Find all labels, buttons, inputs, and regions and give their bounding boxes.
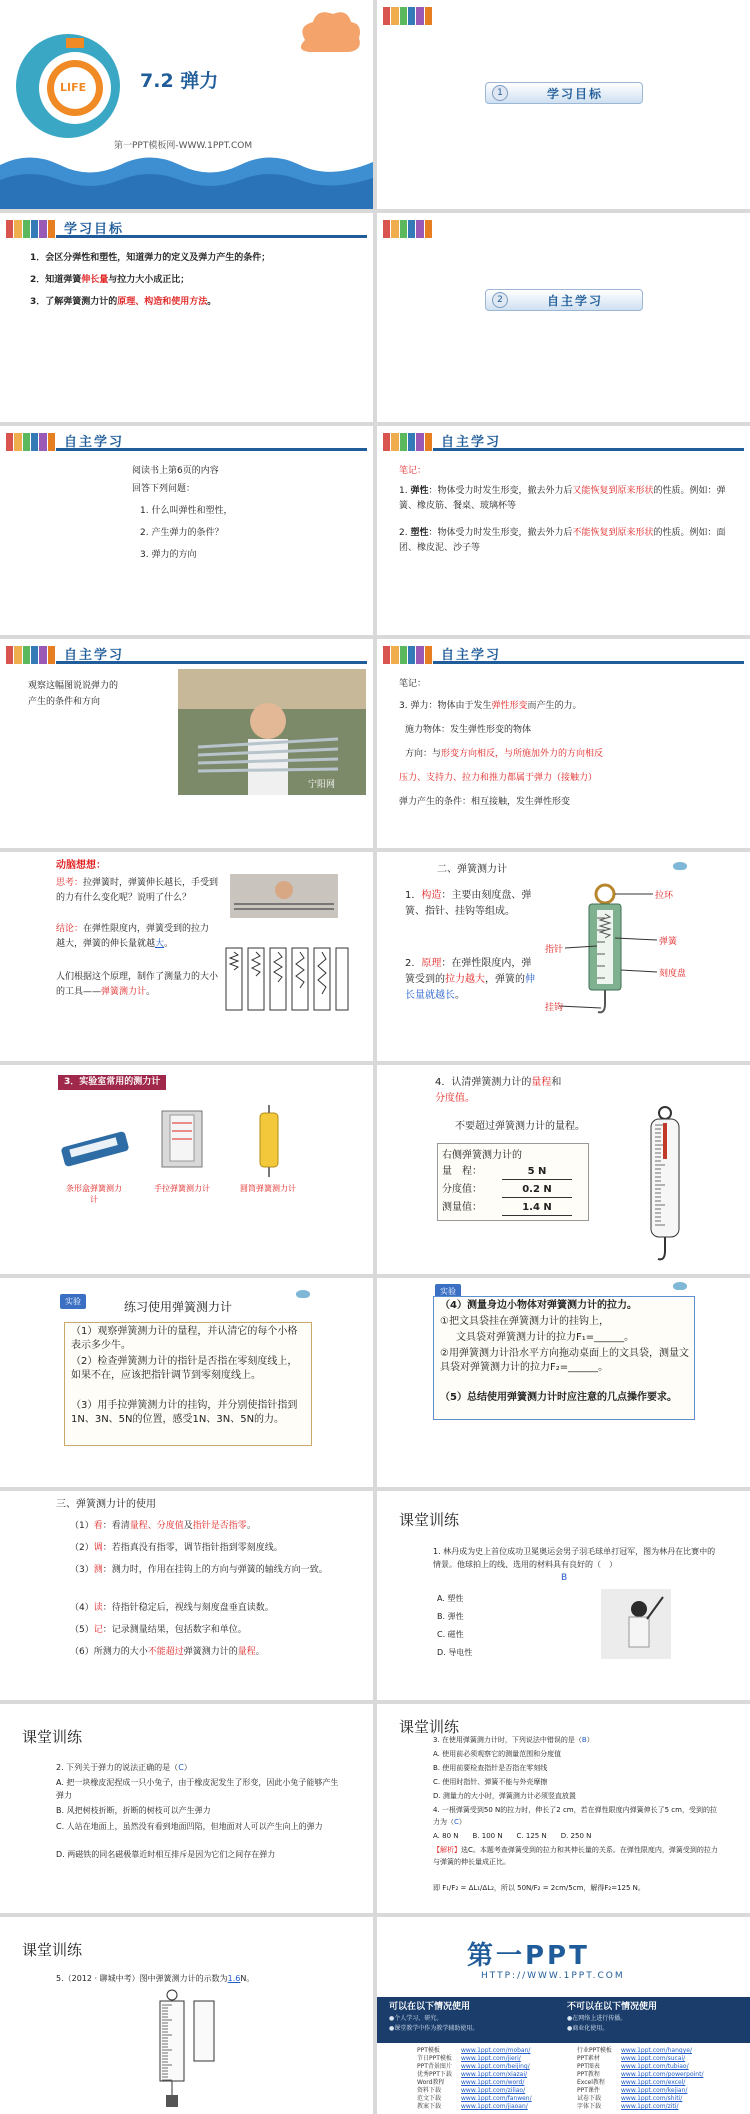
slide-12-range[interactable] (377, 1065, 750, 1274)
range-warning: 不要超过弹簧测力计的量程。 (455, 1121, 585, 1132)
reading-row-label: 测量值： (442, 1202, 482, 1213)
q2-option-a: A. 把一块橡皮泥捏成一只小兔子，由于橡皮泥发生了形变，因此小兔子能够产生弹力 (56, 1778, 339, 1800)
label-spring: 弹簧 (659, 937, 678, 947)
can-use-1: ●个人学习、研究。 (389, 2015, 443, 2022)
link-label: PPT图表 (577, 2063, 600, 2070)
slide-11-types[interactable] (0, 1065, 373, 1274)
think-title: 动脑想想： (56, 860, 106, 871)
experiment-step-1: （1）观察弹簧测力计的量程，并认清它的每个小格表示多少牛。 (71, 1326, 298, 1351)
hand-scale-image (154, 1105, 210, 1177)
q3-answer: B (581, 1736, 587, 1744)
goal-2-c: 与拉力大小成正比； (108, 275, 190, 285)
observe-line-2: 产生的条件和方向 (28, 697, 101, 707)
q2-option-d: D. 两磁铁的同名磁极靠近时相互排斥是因为它们之间存在弹力 (56, 1850, 276, 1859)
goal-2-a: 2．知道弹簧 (30, 275, 82, 285)
link-url[interactable]: www.1ppt.com/tubiao/ (621, 2063, 689, 2070)
link-label: 行业PPT模板 (577, 2047, 612, 2054)
link-label: 优秀PPT下载 (417, 2071, 452, 2078)
q5-answer: 1.6 (227, 1974, 241, 1983)
measure-step-4-1b: 文具袋对弹簧测力计的拉力F₁=______。 (456, 1332, 635, 1343)
principle-b: 拉力越大 (445, 974, 485, 985)
practice-question-2 (56, 1760, 192, 1775)
goal-2-b: 伸长量 (81, 275, 109, 285)
usage-2-b: 调 (93, 1543, 103, 1553)
goal-1: 1．会区分弹性和塑性，知道弹力的定义及弹力产生的条件； (30, 253, 271, 263)
usage-6-c: 弹簧测力计的 (183, 1647, 238, 1657)
link-url[interactable]: www.1ppt.com/beijing/ (461, 2063, 530, 2070)
link-row[interactable] (577, 2071, 747, 2079)
note-label: 笔记： (399, 466, 427, 476)
q4-solution: 即 F₁/F₂ = ΔL₁/ΔL₂，所以 50N/F₂ = 2cm/5cm，解得F₂=125 N。 (433, 1884, 645, 1892)
think-conclusion (56, 922, 216, 952)
cannot-use-2: ●商业化使用。 (567, 2025, 609, 2032)
goal-2 (30, 273, 360, 288)
link-label: PPT素材 (577, 2055, 600, 2062)
cylinder-scale-image (244, 1105, 294, 1181)
link-row[interactable] (577, 2087, 747, 2095)
link-label: Excel教程 (577, 2079, 605, 2086)
construction (405, 888, 533, 920)
usage-1 (70, 1519, 360, 1534)
usage-1-g: 。 (246, 1521, 256, 1531)
slide-9-think[interactable] (0, 852, 373, 1061)
range-title-2 (435, 1091, 475, 1106)
question-2: 2. 产生弹力的条件？ (140, 528, 224, 538)
practice-question-4 (433, 1804, 723, 1828)
q2-option-c: C. 人站在地面上，虽然没有看到地面凹陷，但地面对人可以产生向上的弹力 (56, 1822, 323, 1831)
condition: 弹力产生的条件：相互接触，发生弹性形变 (399, 797, 571, 807)
link-label: PPT背景图片 (417, 2063, 452, 2070)
life-badge: LIFE (60, 81, 87, 94)
usage-1-e: 及 (183, 1521, 193, 1531)
conclusion-answer: 大 (155, 939, 165, 949)
section-pill (485, 289, 643, 311)
think-principle (56, 970, 220, 1000)
slide-13-experiment[interactable] (0, 1278, 373, 1487)
construction-num: 1． (405, 890, 422, 901)
slide-6-notes[interactable] (377, 426, 750, 635)
types-title: 3．实验室常用的测力计 (58, 1075, 166, 1090)
slide-5-selfstudy[interactable] (0, 426, 373, 635)
principle-num: 2． (405, 958, 422, 969)
q3-option-b: B. 使用前要检查指针是否指在零刻线 (433, 1764, 548, 1772)
link-row[interactable] (577, 2055, 747, 2063)
photo-caption: 宁阳网 (308, 780, 336, 790)
slide-7-observe[interactable] (0, 639, 373, 848)
q3-option-c: C. 使用时指针、弹簧不能与外壳摩擦 (433, 1778, 548, 1786)
links-right (577, 2047, 747, 2111)
slide-subtitle: 第一PPT模板网-WWW.1PPT.COM (114, 141, 253, 151)
link-row[interactable] (417, 2087, 567, 2095)
explanation-text: 选C。本题考查弹簧受到的拉力和其伸长量的关系。在弹性限度内，弹簧受到的拉力与弹簧的伸长量成正比。 (433, 1846, 718, 1866)
q3-text: 3. 在使用弹簧测力计时，下列说法中错误的是（ (433, 1736, 582, 1744)
practice-question-5 (56, 1971, 254, 1986)
q5-text: 5.（2012 · 聊城中考）图中弹簧测力计的示数为 (56, 1974, 228, 1983)
link-url[interactable]: www.1ppt.com/sucai/ (621, 2055, 686, 2062)
usage-6-e: 。 (255, 1647, 265, 1657)
link-label: PPT课件 (577, 2087, 600, 2094)
note-1-d: 又能恢复到原来形状 (572, 486, 654, 496)
slide-14-experiment[interactable] (377, 1278, 750, 1487)
experiment-step-2: （2）检查弹簧测力计的指针是否指在零刻度线上，如果不在，应该把指针调节到零刻度线上。 (71, 1356, 298, 1381)
usage-5 (70, 1623, 360, 1638)
q5-unit: N。 (240, 1974, 255, 1983)
q3-option-d: D. 测量力的大小时，弹簧测力计必须竖直放置 (433, 1792, 576, 1800)
link-row[interactable] (577, 2063, 747, 2071)
principle-a: ：在弹性限度内，弹簧受到的 (405, 958, 532, 985)
range-table-head: 右侧弹簧测力计的 (442, 1150, 522, 1161)
books-icon (6, 220, 56, 238)
link-url[interactable]: www.1ppt.com/kejian/ (621, 2087, 688, 2094)
links-left (417, 2047, 567, 2111)
q3-end: ） (586, 1736, 594, 1744)
construction-text: ：主要由刻度盘、弹簧、指针、挂钩等组成。 (405, 890, 532, 917)
explanation-label: 【解析】 (433, 1846, 461, 1854)
link-url[interactable]: www.1ppt.com/ziliao/ (461, 2087, 526, 2094)
slide-10-scale[interactable] (377, 852, 750, 1061)
goal-3-c: 。 (207, 297, 217, 307)
note-label: 笔记： (399, 679, 427, 689)
link-label: 字体下载 (577, 2103, 602, 2110)
usage-1-c: ：看清 (102, 1521, 130, 1531)
spring-scale-diagram (545, 880, 745, 1040)
observe-line-1: 观察这幅图说说弹力的 (28, 681, 119, 691)
measure-step-4-2: ②用弹簧测力计沿水平方向拖动桌面上的文具袋，测量文具袋对弹簧测力计的拉力F₂=______。 (440, 1348, 689, 1373)
range-e: 。 (465, 1093, 475, 1104)
usage-5-c: ：记录测量结果，包括数字和单位。 (102, 1625, 247, 1635)
question-1: 1. 什么叫弹性和塑性， (140, 506, 233, 516)
usage-2 (70, 1541, 360, 1556)
link-row[interactable] (417, 2047, 567, 2055)
books-icon (6, 646, 56, 664)
slide-15-usage[interactable] (0, 1491, 373, 1700)
direction-b: 形变方向相反，与所施加外力的方向相反 (441, 749, 604, 759)
applier: 施力物体：发生弹性形变的物体 (405, 725, 532, 735)
range-table (437, 1143, 589, 1221)
can-use-title: 可以在以下情况使用 (389, 2002, 471, 2012)
goal-3 (30, 295, 360, 310)
books-icon (383, 7, 433, 25)
caption-box-scale: 条形盒弹簧测力计 (66, 1184, 122, 1204)
scale-title: 二、弹簧测力计 (437, 864, 507, 875)
spring-diagrams (222, 944, 352, 1022)
q4-end: ） (458, 1818, 466, 1826)
force-def-a: 3. 弹力：物体由于发生 (399, 701, 492, 711)
link-label: 试卷下载 (577, 2095, 602, 2102)
practice-title: 课堂训练 (399, 1511, 460, 1529)
practice-title: 课堂训练 (22, 1941, 83, 1959)
books-icon (6, 433, 56, 451)
bird-icon (673, 1282, 687, 1290)
usage-3 (70, 1563, 330, 1578)
range-c: 和 (551, 1077, 562, 1088)
link-label: 节日PPT模板 (417, 2055, 452, 2062)
usage-5-a: （5） (70, 1625, 94, 1635)
slide-8-notes[interactable] (377, 639, 750, 848)
range-title (435, 1075, 561, 1090)
usage-1-a: （1） (70, 1521, 94, 1531)
q4-explanation (433, 1844, 723, 1868)
usage-2-a: （2） (70, 1543, 94, 1553)
pill-number: 2 (492, 292, 508, 308)
practice-question-1: 1. 林丹成为史上首位成功卫冕奥运会男子羽毛球单打冠军，图为林丹在比赛中的情景。他球拍上的线、选用的材料具有良好的（ ） (433, 1547, 716, 1569)
experiment-tag: 实验 (435, 1284, 461, 1299)
pill-text: 自主学习 (546, 293, 603, 308)
slide-3-goals[interactable] (0, 213, 373, 422)
q4-options: A. 80 N B. 100 N C. 125 N D. 250 N (433, 1832, 592, 1840)
link-row[interactable] (577, 2103, 747, 2111)
read-line-2: 回答下列问题： (132, 484, 196, 494)
range-row-value: 5 N (502, 1164, 572, 1180)
experiment-step-3: （3）用手拉弹簧测力计的挂钩，并分别使指针指到1N、3N、5N的位置，感受1N、3N、5N的力。 (71, 1400, 298, 1425)
label-ring: 拉环 (655, 891, 674, 901)
title-decoration (0, 0, 373, 209)
cannot-use-title: 不可以在以下情况使用 (567, 2002, 658, 2012)
link-row[interactable] (577, 2079, 747, 2087)
stretching-photo (230, 874, 338, 918)
measure-step-4: （4）测量身边小物体对弹簧测力计的拉力。 (440, 1300, 637, 1311)
force-def (399, 699, 581, 714)
books-icon (383, 433, 433, 451)
force-def-c: 而产生的力。 (527, 701, 582, 711)
note-elastic (399, 484, 729, 514)
vertical-scale-diagram (635, 1105, 695, 1265)
principle-text: 人们根据这个原理，制作了测量力的大小的工具—— (56, 972, 219, 997)
direction (405, 747, 603, 762)
usage-6 (70, 1645, 360, 1660)
question-3: 3. 弹力的方向 (140, 550, 197, 560)
label-pointer: 指针 (545, 945, 564, 955)
ppt-url[interactable]: HTTP://WWW.1PPT.COM (481, 1971, 625, 1981)
direction-a: 方向：与 (405, 749, 442, 759)
principle-end: 。 (146, 987, 156, 997)
slide-header: 自主学习 (64, 648, 125, 663)
think-q-text: 拉弹簧时，弹簧伸长越长，手受到的力有什么变化呢？说明了什么？ (56, 878, 219, 903)
option-d: D. 导电性 (437, 1648, 473, 1657)
option-a: A. 塑性 (437, 1594, 464, 1603)
section-pill (485, 82, 643, 104)
conclusion-label: 结论： (56, 924, 84, 934)
experiment-tag: 实验 (60, 1294, 86, 1309)
measure-step-5: （5）总结使用弹簧测力计时应注意的几点操作要求。 (440, 1392, 677, 1403)
q2-answer: C (178, 1763, 184, 1772)
pill-text: 学习目标 (546, 86, 603, 101)
books-icon (383, 220, 433, 238)
practice-question-3 (433, 1734, 594, 1746)
link-url[interactable]: www.1ppt.com/ziti/ (621, 2103, 679, 2110)
usage-3-a: （3） (70, 1565, 94, 1575)
link-row[interactable] (417, 2055, 567, 2063)
range-row-label: 量 程： (442, 1166, 482, 1177)
badminton-photo (601, 1589, 671, 1659)
think-q-label: 思考： (56, 878, 84, 888)
note-1-e: 的性质。例如：弹簧、橡皮筋、餐桌、玻璃杯等 (399, 486, 726, 511)
link-row[interactable] (577, 2095, 747, 2103)
usage-1-d: 量程、分度值 (129, 1521, 184, 1531)
range-b: 量程 (531, 1077, 552, 1088)
principle-c: ，弹簧的 (485, 974, 525, 985)
practice-title: 课堂训练 (22, 1728, 83, 1746)
q3-option-a: A. 使用前必须观察它的测量范围和分度值 (433, 1750, 562, 1758)
q4-answer: C (454, 1818, 459, 1826)
link-row[interactable] (417, 2063, 567, 2071)
experiment-box (64, 1322, 312, 1446)
note-plastic (399, 526, 729, 556)
practice-title: 课堂训练 (399, 1718, 460, 1736)
q4-text: 4. 一根弹簧受到50 N的拉力时，伸长了2 cm，若在弹性限度内弹簧伸长了5 cm，受到的拉力为（ (433, 1806, 717, 1826)
note-2-d: 不能恢复到原来形状 (572, 528, 654, 538)
range-d: 分度值 (435, 1093, 465, 1104)
link-label: 范文下载 (417, 2095, 442, 2102)
q2-end: ） (183, 1763, 192, 1772)
principle-tool: 弹簧测力计 (101, 987, 147, 997)
usage-6-a: （6）所测力的大小 (70, 1647, 148, 1657)
measure-step-4-1: ①把文具袋挂在弹簧测力计的挂钩上， (440, 1316, 609, 1327)
link-url[interactable]: www.1ppt.com/shiti/ (621, 2095, 683, 2102)
note-1-c: ：物体受力时发生形变，撤去外力后 (428, 486, 573, 496)
label-scale: 刻度盘 (659, 969, 687, 979)
option-b: B. 弹性 (437, 1612, 464, 1621)
slide-header: 自主学习 (64, 435, 125, 450)
pill-number: 1 (492, 85, 508, 101)
principle-label: 原理 (421, 958, 442, 969)
practice-answer-1: B (561, 1573, 568, 1583)
read-line-1: 阅读书上第6页的内容 (132, 466, 219, 476)
division-row-value: 0.2 N (502, 1182, 572, 1198)
slide-19-practice[interactable] (0, 1917, 373, 2114)
link-label: Word教程 (417, 2079, 445, 2086)
usage-title: 三、弹簧测力计的使用 (56, 1499, 156, 1510)
slide-2-section[interactable] (377, 0, 750, 209)
note-2-e: 的性质。例如：面团、橡皮泥、沙子等 (399, 528, 726, 553)
link-label: PPT教程 (577, 2071, 600, 2078)
think-question (56, 876, 224, 906)
experiment-title: 练习使用弹簧测力计 (124, 1300, 233, 1314)
usage-3-c: ：测力时，作用在挂钩上的方向与弹簧的轴线方向一致。 (102, 1565, 328, 1575)
usage-6-b: 不能超过 (147, 1647, 184, 1657)
link-url[interactable]: www.1ppt.com/moban/ (461, 2047, 531, 2054)
principle-d: 伸长量就越长 (405, 974, 535, 1001)
force-def-b: 弹性形变 (491, 701, 528, 711)
slide-header: 自主学习 (441, 648, 502, 663)
principle-e: 。 (455, 990, 465, 1001)
goal-3-a: 3．了解弹簧测力计的 (30, 297, 118, 307)
usage-4-a: （4） (70, 1603, 94, 1613)
link-url[interactable]: www.1ppt.com/powerpoint/ (621, 2071, 704, 2078)
reading-row-value: 1.4 N (502, 1200, 572, 1216)
usage-2-c: ：若指真没有指零，调节指针指到零刻度线。 (102, 1543, 283, 1553)
usage-4 (70, 1601, 360, 1616)
link-url[interactable]: www.1ppt.com/excel/ (621, 2079, 686, 2086)
cannot-use-1: ●在网络上进行传播。 (567, 2015, 627, 2022)
range-a: 4．认清弹簧测力计的 (435, 1077, 532, 1088)
link-label: 资料下载 (417, 2087, 442, 2094)
slide-4-section[interactable] (377, 213, 750, 422)
usage-3-b: 测 (93, 1565, 103, 1575)
link-url[interactable]: www.1ppt.com/fanwen/ (461, 2095, 532, 2102)
usage-5-b: 记 (93, 1625, 103, 1635)
division-row-label: 分度值： (442, 1184, 482, 1195)
elastic-forces: 压力、支持力、拉力和推力都属于弹力（接触力） (399, 773, 598, 783)
link-row[interactable] (417, 2071, 567, 2079)
note-1-b: 弹性 (410, 486, 429, 496)
bird-icon (296, 1290, 310, 1298)
slide-16-practice[interactable] (377, 1491, 750, 1700)
principle (405, 956, 535, 1004)
link-label: 教案下载 (417, 2103, 442, 2110)
slide-header: 学习目标 (64, 222, 125, 237)
link-url[interactable]: www.1ppt.com/hangye/ (621, 2047, 692, 2054)
note-2-a: 2. (399, 528, 411, 538)
label-hook: 挂钩 (545, 1003, 564, 1013)
goal-3-b: 原理、构造和使用方法 (117, 297, 208, 307)
slide-1-title[interactable] (0, 0, 373, 209)
can-use-2: ●课堂教学中作为教学辅助使用。 (389, 2025, 479, 2032)
slide-header: 自主学习 (441, 435, 502, 450)
slide-20-footer[interactable] (377, 1917, 750, 2114)
usage-4-c: ：待指针稳定后，视线与刻度盘垂直读数。 (102, 1603, 274, 1613)
q2-option-b: B. 风把树枝折断，折断的树枝可以产生弹力 (56, 1806, 211, 1815)
usage-1-f: 指针是否指零 (192, 1521, 247, 1531)
link-row[interactable] (577, 2047, 747, 2055)
note-2-c: ：物体受力时发生形变，撤去外力后 (428, 528, 573, 538)
construction-label: 构造 (421, 890, 442, 901)
link-url[interactable]: www.1ppt.com/jieri/ (461, 2055, 521, 2062)
bird-icon (673, 862, 687, 870)
note-2-b: 塑性 (410, 528, 429, 538)
chest-expander-photo (178, 669, 366, 795)
slide-18-practice[interactable] (377, 1704, 750, 1913)
link-url[interactable]: www.1ppt.com/xiazai/ (461, 2071, 528, 2078)
note-1-a: 1. (399, 486, 411, 496)
option-c: C. 磁性 (437, 1630, 464, 1639)
usage-1-b: 看 (93, 1521, 103, 1531)
usage-6-d: 量程 (237, 1647, 256, 1657)
ppt-logo: 第一PPT (467, 1941, 590, 1971)
box-scale-image (56, 1109, 134, 1173)
slide-title: 7.2 弹力 (140, 70, 219, 92)
experiment-box (433, 1296, 695, 1420)
caption-cylinder-scale: 圆筒弹簧测力计 (240, 1184, 296, 1193)
conclusion-text: 在弹性限度内，弹簧受到的拉力越大，弹簧的伸长量就越 (56, 924, 210, 949)
caption-hand-scale: 手拉弹簧测力计 (154, 1184, 210, 1193)
link-url[interactable]: www.1ppt.com/word/ (461, 2079, 525, 2086)
link-row[interactable] (417, 2095, 567, 2103)
slide-17-practice[interactable] (0, 1704, 373, 1913)
books-icon (383, 646, 433, 664)
link-row[interactable] (417, 2103, 567, 2111)
link-label: PPT模板 (417, 2047, 440, 2054)
link-row[interactable] (417, 2079, 567, 2087)
usage-4-b: 读 (93, 1603, 103, 1613)
q2-text: 2. 下列关于弹力的说法正确的是（ (56, 1763, 179, 1772)
link-url[interactable]: www.1ppt.com/jiaoan/ (461, 2103, 528, 2110)
q5-scale-diagram (150, 1987, 220, 2111)
conclusion-end: 。 (164, 939, 174, 949)
